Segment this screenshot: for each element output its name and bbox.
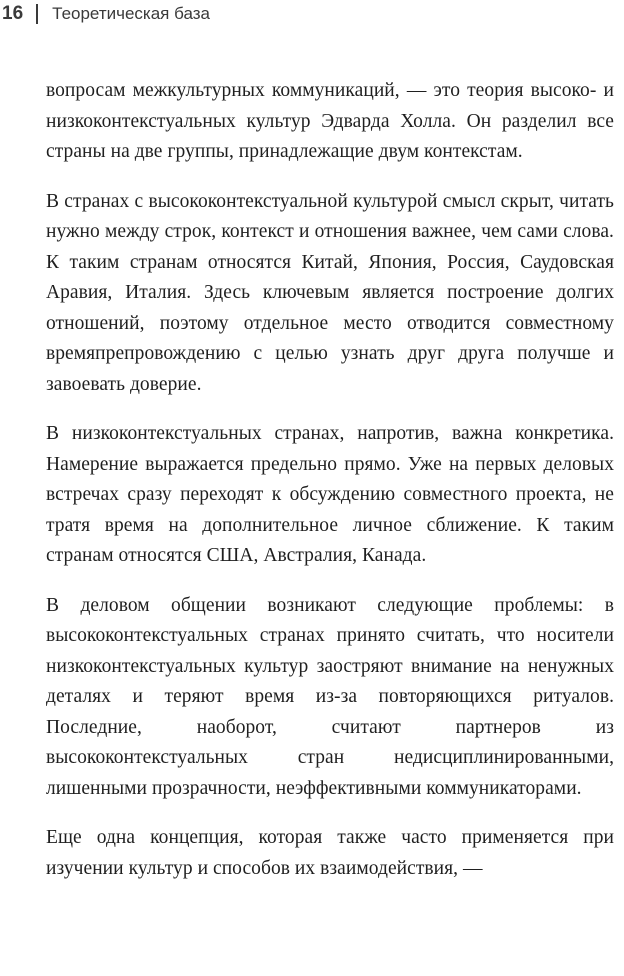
paragraph: Еще одна концепция, которая также часто применяется при изучении культур и способов их взаимодействия, — <box>46 827 614 879</box>
paragraph: В странах с высококонтекстуальной культурой смысл скрыт, читать нужно между строк, контекст и отношения важнее, чем сами слова. К таким странам относятся Китай, Япония, Россия, Саудовская Аравия, Италия. Здесь ключевым является построение долгих отношений, поэтому отдельное место отводится совместному времяпрепровождению с целью узнать друг друга получше и завоевать доверие. <box>46 190 614 395</box>
running-header <box>0 0 210 28</box>
paragraph: вопросам межкультурных коммуникаций, — это теория высоко- и низкоконтекстуальных культур Эдварда Холла. Он разделил все страны на две группы, принадлежащие двум контекстам. <box>46 80 614 162</box>
paragraph: В низкоконтекстуальных странах, напротив, важна конкретика. Намерение выражается предельно прямо. Уже на первых деловых встречах сразу переходят к обсуждению совместного проекта, не тратя время на дополнительное личное сближение. К таким странам относятся США, Австралия, Канада. <box>46 423 614 566</box>
paragraph: В деловом общении возникают следующие проблемы: в высококонтекстуальных странах принято считать, что носители низкоконтекстуальных культур заостряют внимание на ненужных деталях и теряют время из-за повторяющихся ритуалов. Последние, наоборот, считают партнеров из высококонтекстуальных стран недисциплинированными, лишенными прозрачности, неэффективными коммуникаторами. <box>46 594 614 799</box>
running-title: Теоретическая база <box>52 4 210 23</box>
header-divider <box>36 4 38 24</box>
page-number: 16 <box>2 3 24 24</box>
page-body <box>46 76 614 903</box>
